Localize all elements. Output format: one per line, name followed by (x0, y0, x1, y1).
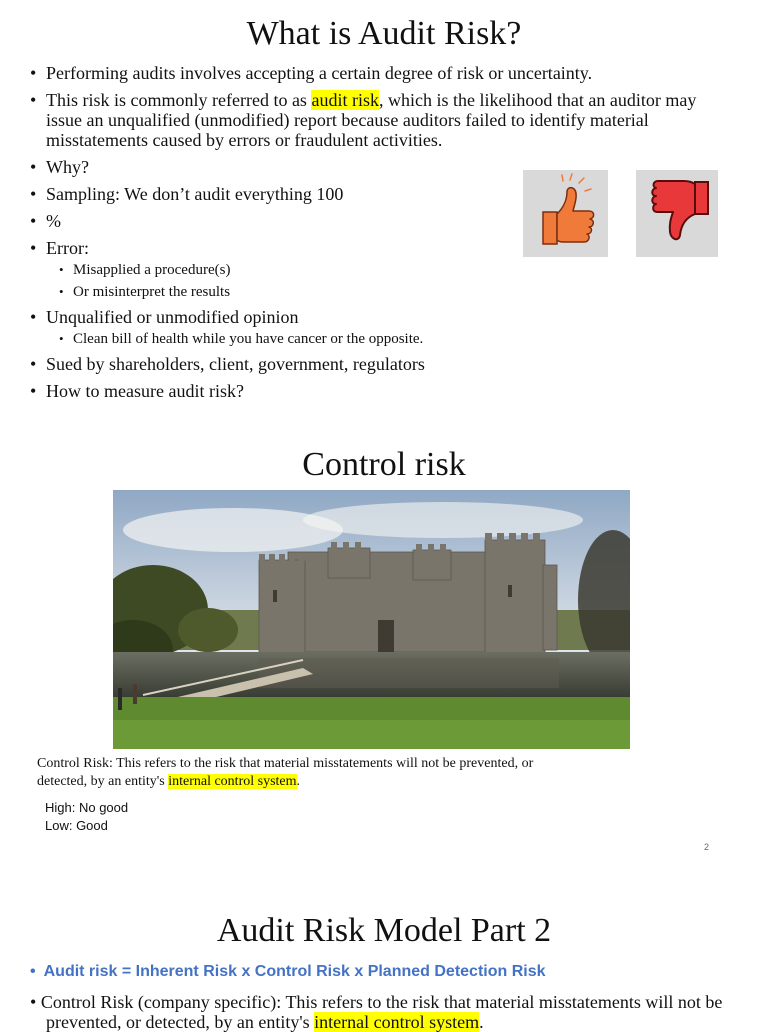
castle-photo (113, 490, 630, 749)
bullet-text: This risk is commonly referred to as (46, 90, 312, 110)
thumbs-down-icon (636, 170, 718, 257)
bullet-text: How to measure audit risk? (46, 381, 244, 401)
bullet-text: Sampling: We don’t audit everything 100 (46, 184, 344, 204)
bullet-text: Error: (46, 238, 89, 258)
page-number: 2 (704, 842, 710, 852)
sub-bullet-item (0, 283, 726, 301)
bullet-item (0, 211, 726, 231)
bullet-item (0, 307, 726, 327)
bullet-item (0, 354, 726, 374)
bullet-text: Misapplied a procedure(s) (73, 262, 231, 278)
highlighted-term: internal control system (168, 774, 297, 789)
slide1-title: What is Audit Risk? (246, 15, 522, 52)
thumbs-up-tile (523, 170, 608, 257)
caption-text: Control Risk: This refers to the risk that material misstatements will not be prevented, or detected, by an entity's (37, 756, 534, 789)
bullet-text: . (479, 1012, 484, 1032)
audit-risk-formula: • Audit risk = Inherent Risk x Control Risk x Planned Detection Risk (30, 963, 546, 981)
bullet-text: Or misinterpret the results (73, 284, 231, 300)
thumbs-up-icon (523, 170, 608, 257)
bullet-item (0, 184, 726, 204)
bullet-text: Unqualified or unmodified opinion (46, 307, 299, 327)
bullet-item (0, 90, 726, 150)
bullet-text: % (46, 211, 61, 231)
bullet-text: Control Risk (company specific): This refers to the risk that material misstatements will not be prevented, or detected, by an entity's (40, 992, 723, 1032)
bullet-item (0, 238, 726, 258)
caption-text: . (296, 774, 301, 789)
slide3-bullet: • Control Risk (company specific): This refers to the risk that material misstatements will not be prevented, or detected, by an entity's internal control system. (30, 992, 723, 1032)
slide3-title: Audit Risk Model Part 2 (216, 912, 552, 949)
low-note: Low: Good (45, 818, 108, 833)
bullet-text: , which is the likelihood that an auditor may issue an unqualified (unmodified) report because auditors failed to identify material misstatements caused by errors or fraudulent activities. (46, 90, 697, 150)
bullet-text: Why? (46, 157, 89, 177)
slide1-bullet-list (0, 63, 726, 408)
thumbs-down-tile (636, 170, 718, 257)
bullet-text: Sued by shareholders, client, government, regulators (46, 354, 425, 374)
slide2-title: Control risk (302, 446, 466, 483)
control-risk-caption (37, 755, 577, 791)
bullet-item (0, 157, 726, 177)
bullet-item (0, 63, 726, 83)
highlighted-term: internal control system (314, 1012, 480, 1032)
bullet-text: Performing audits involves accepting a certain degree of risk or uncertainty. (46, 63, 593, 83)
bullet-item (0, 381, 726, 401)
highlighted-term: audit risk (311, 90, 379, 110)
sub-bullet-item (0, 330, 726, 348)
bullet-text: Clean bill of health while you have cancer or the opposite. (73, 331, 424, 347)
high-note: High: No good (45, 800, 129, 815)
sub-bullet-item (0, 261, 726, 279)
